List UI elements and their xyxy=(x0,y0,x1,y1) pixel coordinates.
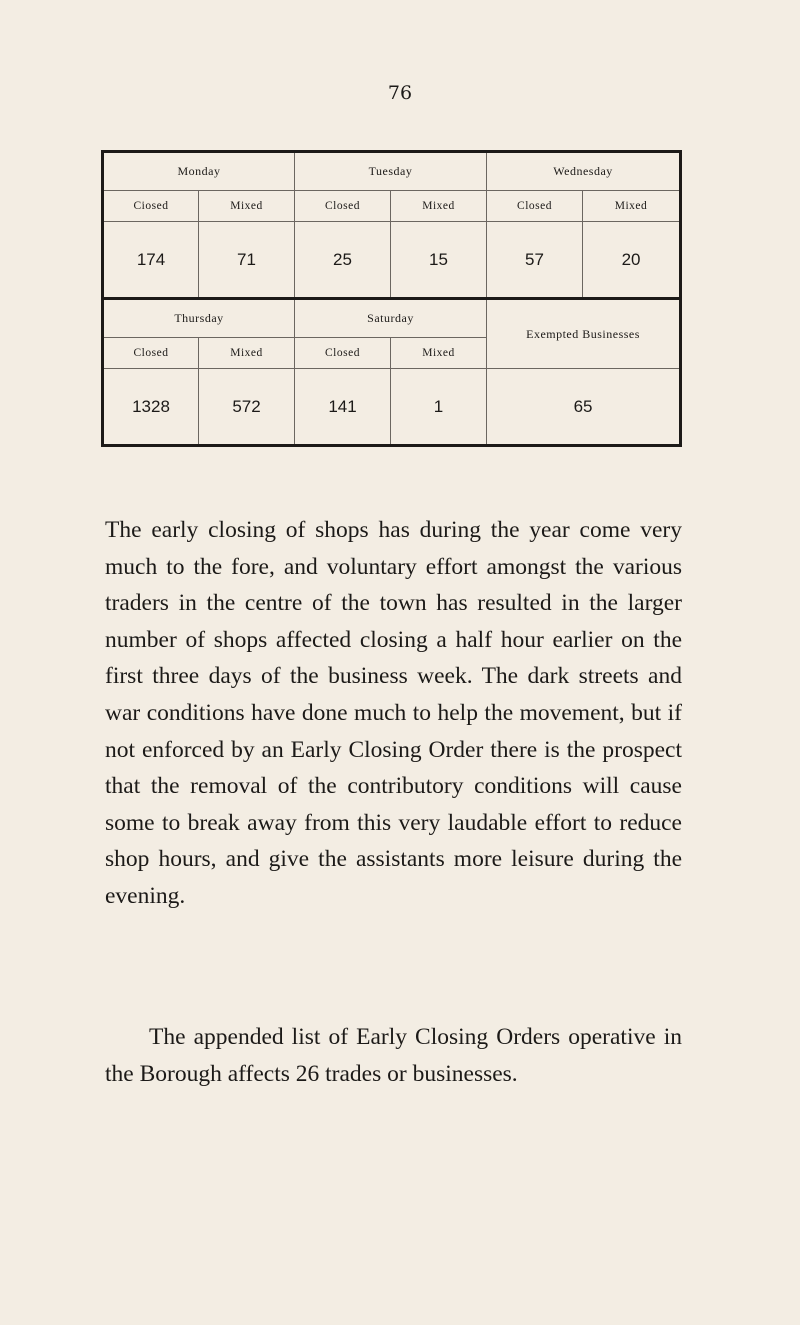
saturday-closed-label: Closed xyxy=(295,338,391,369)
wednesday-mixed-label: Mixed xyxy=(583,191,681,222)
tuesday-mixed-label: Mixed xyxy=(391,191,487,222)
monday-closed-label: Ciosed xyxy=(103,191,199,222)
monday-mixed-value: 71 xyxy=(199,222,295,299)
wednesday-closed-value: 57 xyxy=(487,222,583,299)
exempted-businesses-label: Exempted Businesses xyxy=(487,299,681,369)
saturday-mixed-value: 1 xyxy=(391,369,487,446)
table-header-row-top xyxy=(103,152,681,191)
tuesday-closed-value: 25 xyxy=(295,222,391,299)
table-values-row-bottom xyxy=(103,369,681,446)
thursday-mixed-label: Mixed xyxy=(199,338,295,369)
early-closing-table xyxy=(101,150,682,447)
day-header-thursday: Thursday xyxy=(103,299,295,338)
paragraph-appended-list: The appended list of Early Closing Orders operative in the Borough affects 26 trades or businesses. xyxy=(105,1024,682,1087)
paragraph-early-closing: The early closing of shops has during the year come very much to the fore, and voluntary effort amongst the various traders in the centre of the town has resulted in the larger number of shops affected closing a half hour earlier on the first three days of the business week. The dark streets and war conditions have done much to help the movement, but if not enforced by an Early Closing Order there is the prospect that the removal of the contributory conditions will cause some to break away from this very laudable effort to reduce shop hours, and give the assistants more leisure during the evening. xyxy=(105,517,682,909)
table-subheader-row-top xyxy=(103,191,681,222)
thursday-closed-label: Closed xyxy=(103,338,199,369)
monday-closed-value: 174 xyxy=(103,222,199,299)
day-header-monday: Monday xyxy=(103,152,295,191)
table-values-row-top xyxy=(103,222,681,299)
saturday-closed-value: 141 xyxy=(295,369,391,446)
saturday-mixed-label: Mixed xyxy=(391,338,487,369)
day-header-saturday: Saturday xyxy=(295,299,487,338)
day-header-tuesday: Tuesday xyxy=(295,152,487,191)
table-header-row-bottom xyxy=(103,299,681,338)
wednesday-mixed-value: 20 xyxy=(583,222,681,299)
wednesday-closed-label: Closed xyxy=(487,191,583,222)
page-number: 76 xyxy=(387,82,413,104)
tuesday-mixed-value: 15 xyxy=(391,222,487,299)
tuesday-closed-label: Closed xyxy=(295,191,391,222)
exempted-businesses-value: 65 xyxy=(487,369,681,446)
monday-mixed-label: Mixed xyxy=(199,191,295,222)
thursday-closed-value: 1328 xyxy=(103,369,199,446)
day-header-wednesday: Wednesday xyxy=(487,152,681,191)
thursday-mixed-value: 572 xyxy=(199,369,295,446)
